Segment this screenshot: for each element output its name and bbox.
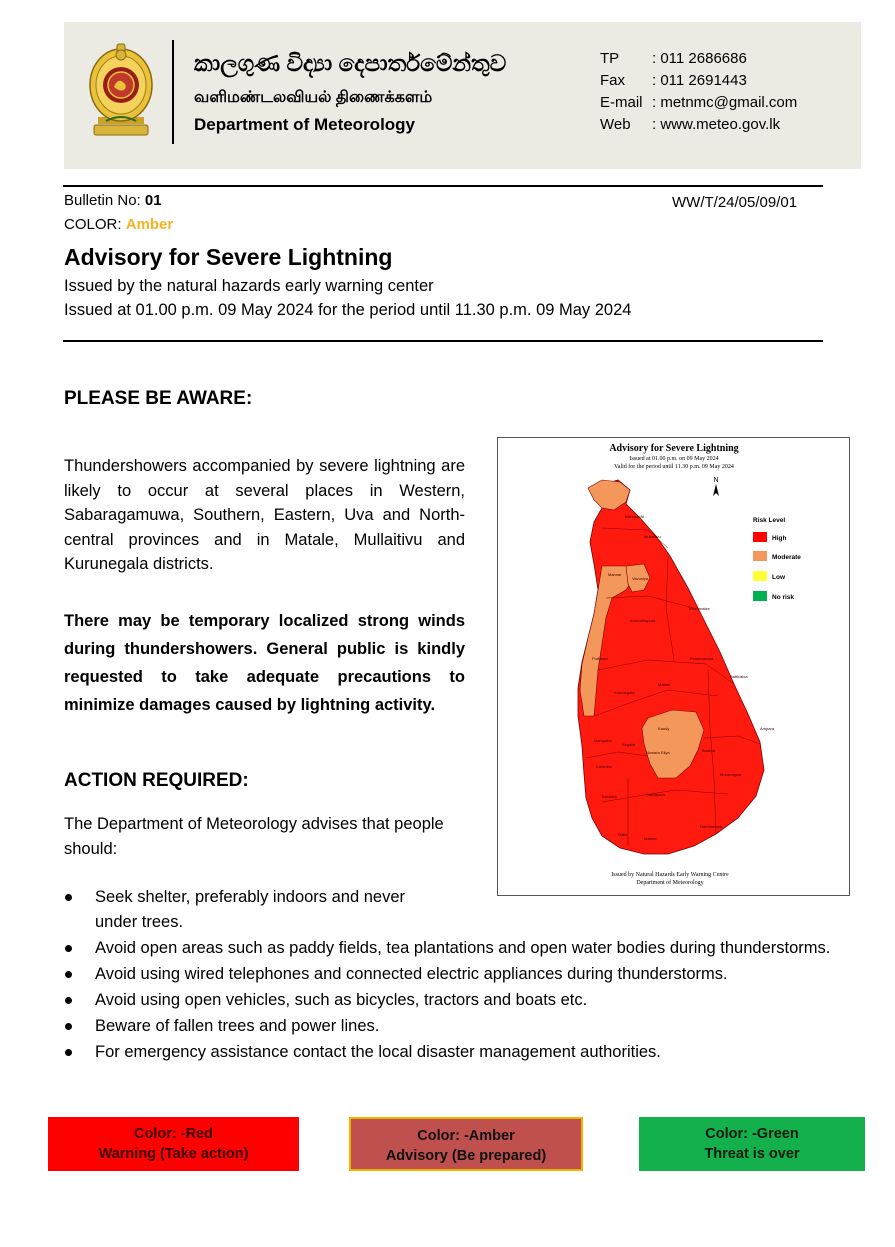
district-label: Badulla xyxy=(702,748,716,753)
list-item-text: Seek shelter, preferably indoors and never under trees. xyxy=(95,888,406,931)
risk-map xyxy=(497,437,850,896)
north-label: N xyxy=(713,477,719,484)
map-title: Advisory for Severe Lightning xyxy=(609,443,739,454)
legend-label: High xyxy=(772,535,787,542)
action-heading: ACTION REQUIRED: xyxy=(64,770,249,791)
list-item xyxy=(64,988,844,1013)
district-label: Matale xyxy=(658,682,671,687)
issued-at: Issued at 01.00 p.m. 09 May 2024 for the period until 11.30 p.m. 09 May 2024 xyxy=(64,301,632,319)
list-item xyxy=(64,1040,844,1065)
advisory-title: Advisory for Severe Lightning xyxy=(64,244,393,270)
legend-box-subtitle: Threat is over xyxy=(704,1146,800,1162)
list-item-text: Avoid using open vehicles, such as bicycles, tractors and boats etc. xyxy=(95,990,588,1009)
district-label: Mullaitivu xyxy=(644,534,661,539)
department-name-english: Department of Meteorology xyxy=(194,115,416,134)
district-label: Kalutara xyxy=(602,794,617,799)
legend-swatch-moderate xyxy=(753,551,767,561)
legend-box-subtitle: Warning (Take action) xyxy=(98,1146,249,1162)
legend-box-title: Color: -Amber xyxy=(417,1128,515,1144)
district-label: Matara xyxy=(644,836,657,841)
district-label: Trincomalee xyxy=(688,606,710,611)
color-legend-green xyxy=(639,1117,865,1171)
legend-label: Low xyxy=(772,574,785,581)
district-label: Vavuniya xyxy=(632,576,649,581)
top-rule xyxy=(63,185,823,187)
contact-phone xyxy=(600,50,747,67)
bulletin-number xyxy=(64,192,162,209)
district-label: Kurunegala xyxy=(614,690,635,695)
list-item xyxy=(64,1014,844,1039)
contact-label: TP xyxy=(600,50,620,67)
list-item-text: For emergency assistance contact the local disaster management authorities. xyxy=(95,1042,661,1061)
map-footer-line2: Department of Meteorology xyxy=(636,880,704,886)
district-label: Moneragala xyxy=(720,772,742,777)
district-label: Kandy xyxy=(658,726,670,731)
district-label: Anuradhapura xyxy=(630,618,656,623)
bulletin-number-value: 01 xyxy=(144,192,162,209)
bulletin-color xyxy=(64,216,173,233)
north-arrow-icon xyxy=(713,477,719,496)
risk-legend xyxy=(753,517,801,601)
district-label: Batticaloa xyxy=(730,674,748,679)
contact-value[interactable]: : metnmc@gmail.com xyxy=(652,94,798,111)
map-valid: Valid for the period until 11.30 p.m. 09 May 2024 xyxy=(614,464,734,470)
contact-web xyxy=(600,116,780,133)
legend-swatch-low xyxy=(753,571,767,581)
legend-swatch-high xyxy=(753,532,767,542)
map-footer-line1: Issued by Natural Hazards Early Warning Centre xyxy=(611,872,729,878)
precaution-paragraph: There may be temporary localized strong winds during thundershowers. General public is kindly requested to take adequate precautions to minimize damages caused by lightning activity. xyxy=(64,612,465,714)
bottom-rule xyxy=(63,340,823,342)
district-label: Ampara xyxy=(760,726,775,731)
contact-label: Fax xyxy=(600,72,626,89)
district-label: Galle xyxy=(618,832,628,837)
contact-label: E-mail xyxy=(600,94,643,111)
district-label: Nuwara Eliya xyxy=(646,750,670,755)
aware-paragraph: Thundershowers accompanied by severe lightning are likely to occur at several places in Western, Sabaragamuwa, Southern, Eastern, Uva and North-central provinces and in Matale, Mullaitivu and Kurunegala districts. xyxy=(64,457,465,573)
action-intro: The Department of Meteorology advises that people should: xyxy=(64,815,444,858)
legend-box-subtitle: Advisory (Be prepared) xyxy=(385,1148,547,1164)
color-legend-amber xyxy=(349,1117,583,1171)
sri-lanka-emblem-icon xyxy=(84,41,158,139)
contact-label: Web xyxy=(600,116,631,133)
contact-fax xyxy=(600,72,747,89)
district-label: Colombo xyxy=(596,764,613,769)
issued-by: Issued by the natural hazards early warning center xyxy=(64,277,434,295)
bulletin-color-label: COLOR: xyxy=(64,216,122,233)
legend-box-title: Color: -Red xyxy=(134,1126,213,1142)
bulletin-color-value: Amber xyxy=(125,216,174,233)
contact-value[interactable]: : www.meteo.gov.lk xyxy=(652,116,781,133)
district-label: Hambantota xyxy=(700,824,722,829)
list-item-text: Beware of fallen trees and power lines. xyxy=(95,1016,380,1035)
department-name-sinhala: කාලගුණ විද්‍යා දෙපාර්තමේන්තුව xyxy=(194,50,507,76)
contact-value: : 011 2686686 xyxy=(652,50,747,67)
list-item xyxy=(64,936,844,961)
district-label: Kegalle xyxy=(622,742,636,747)
list-item-text: Avoid open areas such as paddy fields, tea plantations and open water bodies during thunderstorms. xyxy=(95,938,831,957)
legend-box-title: Color: -Green xyxy=(705,1126,799,1142)
bulletin-number-label: Bulletin No: xyxy=(64,192,141,209)
district-label: Kilinochchi xyxy=(625,514,645,519)
district-label: Gampaha xyxy=(594,738,612,743)
district-label: Puttalam xyxy=(592,656,608,661)
list-item-text: Avoid using wired telephones and connected electric appliances during thunderstorms. xyxy=(95,964,728,983)
legend-label: Moderate xyxy=(772,554,801,561)
map-issued: Issued at 01.00 p.m. on 09 May 2024 xyxy=(629,456,719,462)
aware-heading: PLEASE BE AWARE: xyxy=(64,388,253,409)
action-list xyxy=(64,885,844,1066)
district-label: Polonnaruwa xyxy=(690,656,714,661)
contact-email xyxy=(600,94,797,111)
list-item xyxy=(64,962,844,987)
contact-value: : 011 2691443 xyxy=(652,72,747,89)
legend-label: No risk xyxy=(772,594,795,601)
department-name-tamil: வளிமண்டலவியல் திணைக்களம் xyxy=(194,89,433,106)
legend-title: Risk Level xyxy=(753,517,786,524)
color-legend-red xyxy=(48,1117,299,1171)
district-label: Mannar xyxy=(608,572,622,577)
list-item xyxy=(64,885,440,934)
header-divider xyxy=(172,40,174,144)
legend-swatch-no-risk xyxy=(753,591,767,601)
district-label: Ratnapura xyxy=(646,792,665,797)
bulletin-reference: WW/T/24/05/09/01 xyxy=(672,194,798,211)
